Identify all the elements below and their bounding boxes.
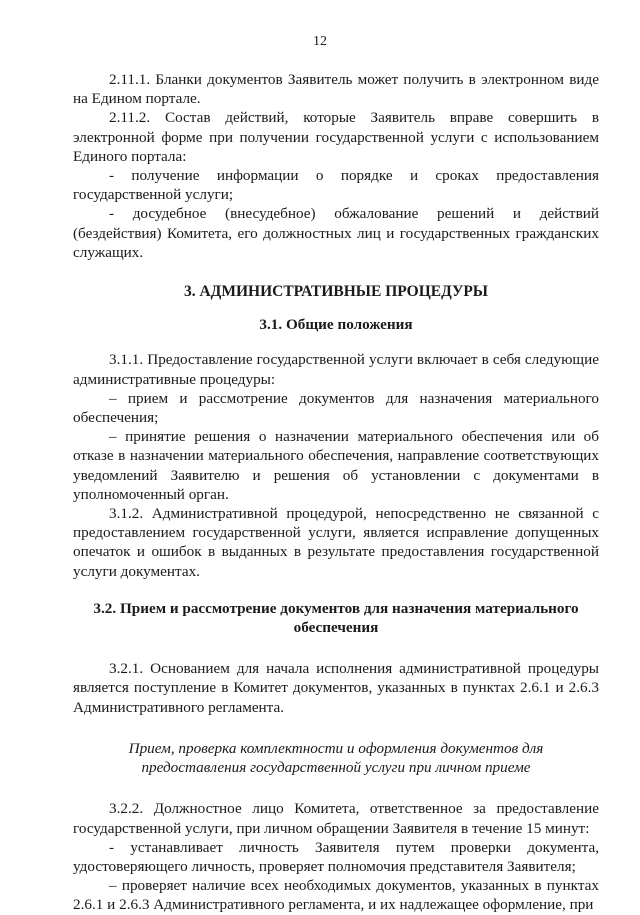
page-number: 12	[313, 34, 327, 49]
list-item-decision: – принятие решения о назначении материального обеспечения или об отказе в назначении материального обеспечения, направление соответствующих уведомлений Заявителю и решения об установлении с документами в уполномоченный орган.	[73, 428, 599, 503]
list-item-appeal: - досудебное (внесудебное) обжалование решений и действий (бездействия) Комитета, его должностных лиц и государственных гражданских служащих.	[73, 205, 599, 261]
section-heading-3: 3. АДМИНИСТРАТИВНЫЕ ПРОЦЕДУРЫ	[183, 283, 489, 301]
subsection-heading-3-2: 3.2. Прием и рассмотрение документов для назначения материального обеспечения	[93, 599, 579, 637]
paragraph-2-11-1: 2.11.1. Бланки документов Заявитель может получить в электронном виде на Едином портале.	[73, 71, 599, 108]
paragraph-3-1-1: 3.1.1. Предоставление государственной услуги включает в себя следующие административные процедуры:	[73, 351, 599, 388]
list-item-documents-check: – проверяет наличие всех необходимых документов, указанных в пунктах 2.6.1 и 2.6.3 Административного регламента, и их надлежащее оформление, при	[73, 877, 599, 914]
italic-subheading: Прием, проверка комплектности и оформления документов для предоставления государственной услуги при личном приеме	[128, 739, 544, 777]
paragraph-3-1-2: 3.1.2. Административной процедурой, непосредственно не связанной с предоставлением государственной услуги, является исправление допущенных опечаток и ошибок в выданных в результате предоставления государственной услуги документах.	[73, 505, 599, 580]
list-item-reception: – прием и рассмотрение документов для назначения материального обеспечения;	[73, 389, 599, 427]
subsection-heading-3-1: 3.1. Общие положения	[259, 316, 413, 334]
list-item-identity: - устанавливает личность Заявителя путем проверки документа, удостоверяющего личность, проверяет полномочия представителя Заявителя;	[73, 838, 599, 875]
paragraph-2-11-2: 2.11.2. Состав действий, которые Заявитель вправе совершить в электронной форме при получении государственной услуги с использованием Единого портала:	[73, 109, 599, 165]
paragraph-3-2-1: 3.2.1. Основанием для начала исполнения административной процедуры является поступление в Комитет документов, указанных в пунктах 2.6.1 и 2.6.3 Административного регламента.	[73, 660, 599, 716]
paragraph-3-2-2: 3.2.2. Должностное лицо Комитета, ответственное за предоставление государственной услуги, при личном обращении Заявителя в течение 15 минут:	[73, 800, 599, 837]
list-item-info: - получение информации о порядке и сроках предоставления государственной услуги;	[73, 167, 599, 204]
document-body	[73, 70, 599, 915]
